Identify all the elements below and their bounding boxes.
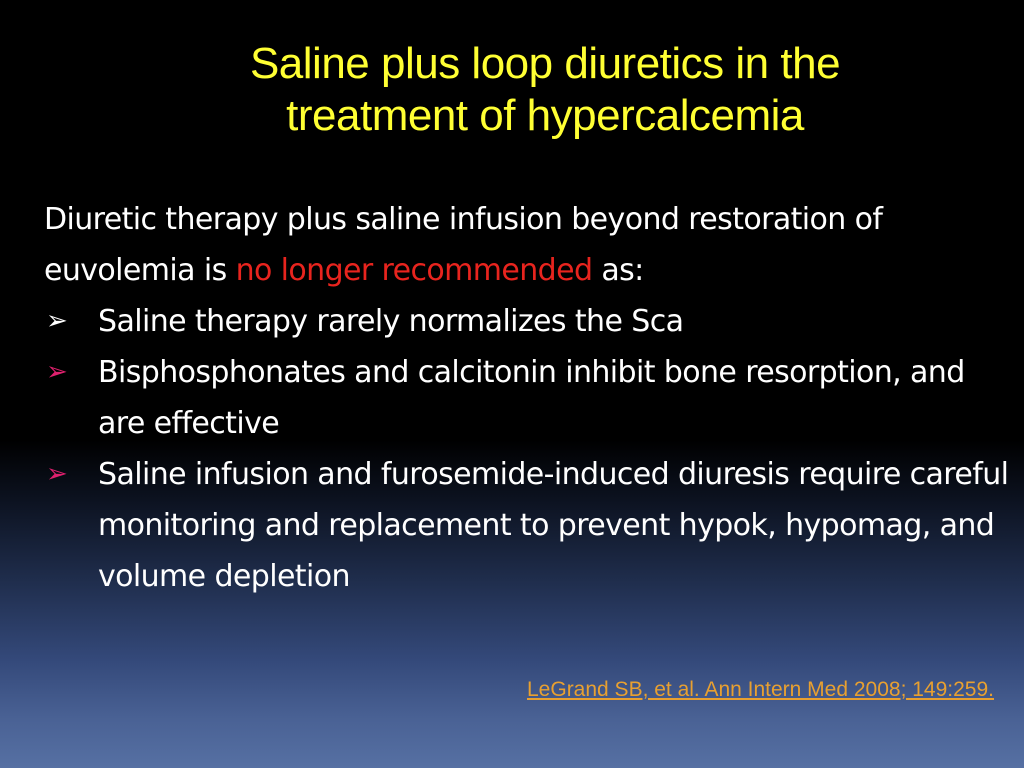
slide-body <box>44 194 1014 602</box>
intro-highlight: no longer recommended <box>235 253 593 288</box>
bullet-text: Bisphosphonates and calcitonin inhibit bone resorption, and are effective <box>98 355 965 441</box>
intro-paragraph <box>44 194 1014 296</box>
arrow-bullet-icon: ➢ <box>46 357 68 387</box>
bullet-item <box>44 347 1014 449</box>
slide-title-line-1: Saline plus loop diuretics in the <box>249 39 841 88</box>
slide-title-line-2: treatment of hypercalcemia <box>286 91 804 140</box>
slide-title <box>140 38 950 142</box>
arrow-bullet-icon: ➢ <box>46 306 68 336</box>
intro-text: Diuretic therapy plus saline infusion beyond restoration of euvolemia is <box>44 202 883 288</box>
bullet-list <box>44 296 1014 602</box>
bullet-item <box>44 449 1014 602</box>
intro-text-end: as: <box>592 253 644 288</box>
bullet-text: Saline infusion and furosemide-induced diuresis require careful monitoring and replacement to prevent hypok, hypomag, and volume depletion <box>98 457 1009 594</box>
citation-link[interactable]: LeGrand SB, et al. Ann Intern Med 2008; 149:259. <box>527 678 994 701</box>
arrow-bullet-icon: ➢ <box>46 459 68 489</box>
bullet-text: Saline therapy rarely normalizes the Sca <box>98 304 684 339</box>
bullet-item <box>44 296 1014 347</box>
